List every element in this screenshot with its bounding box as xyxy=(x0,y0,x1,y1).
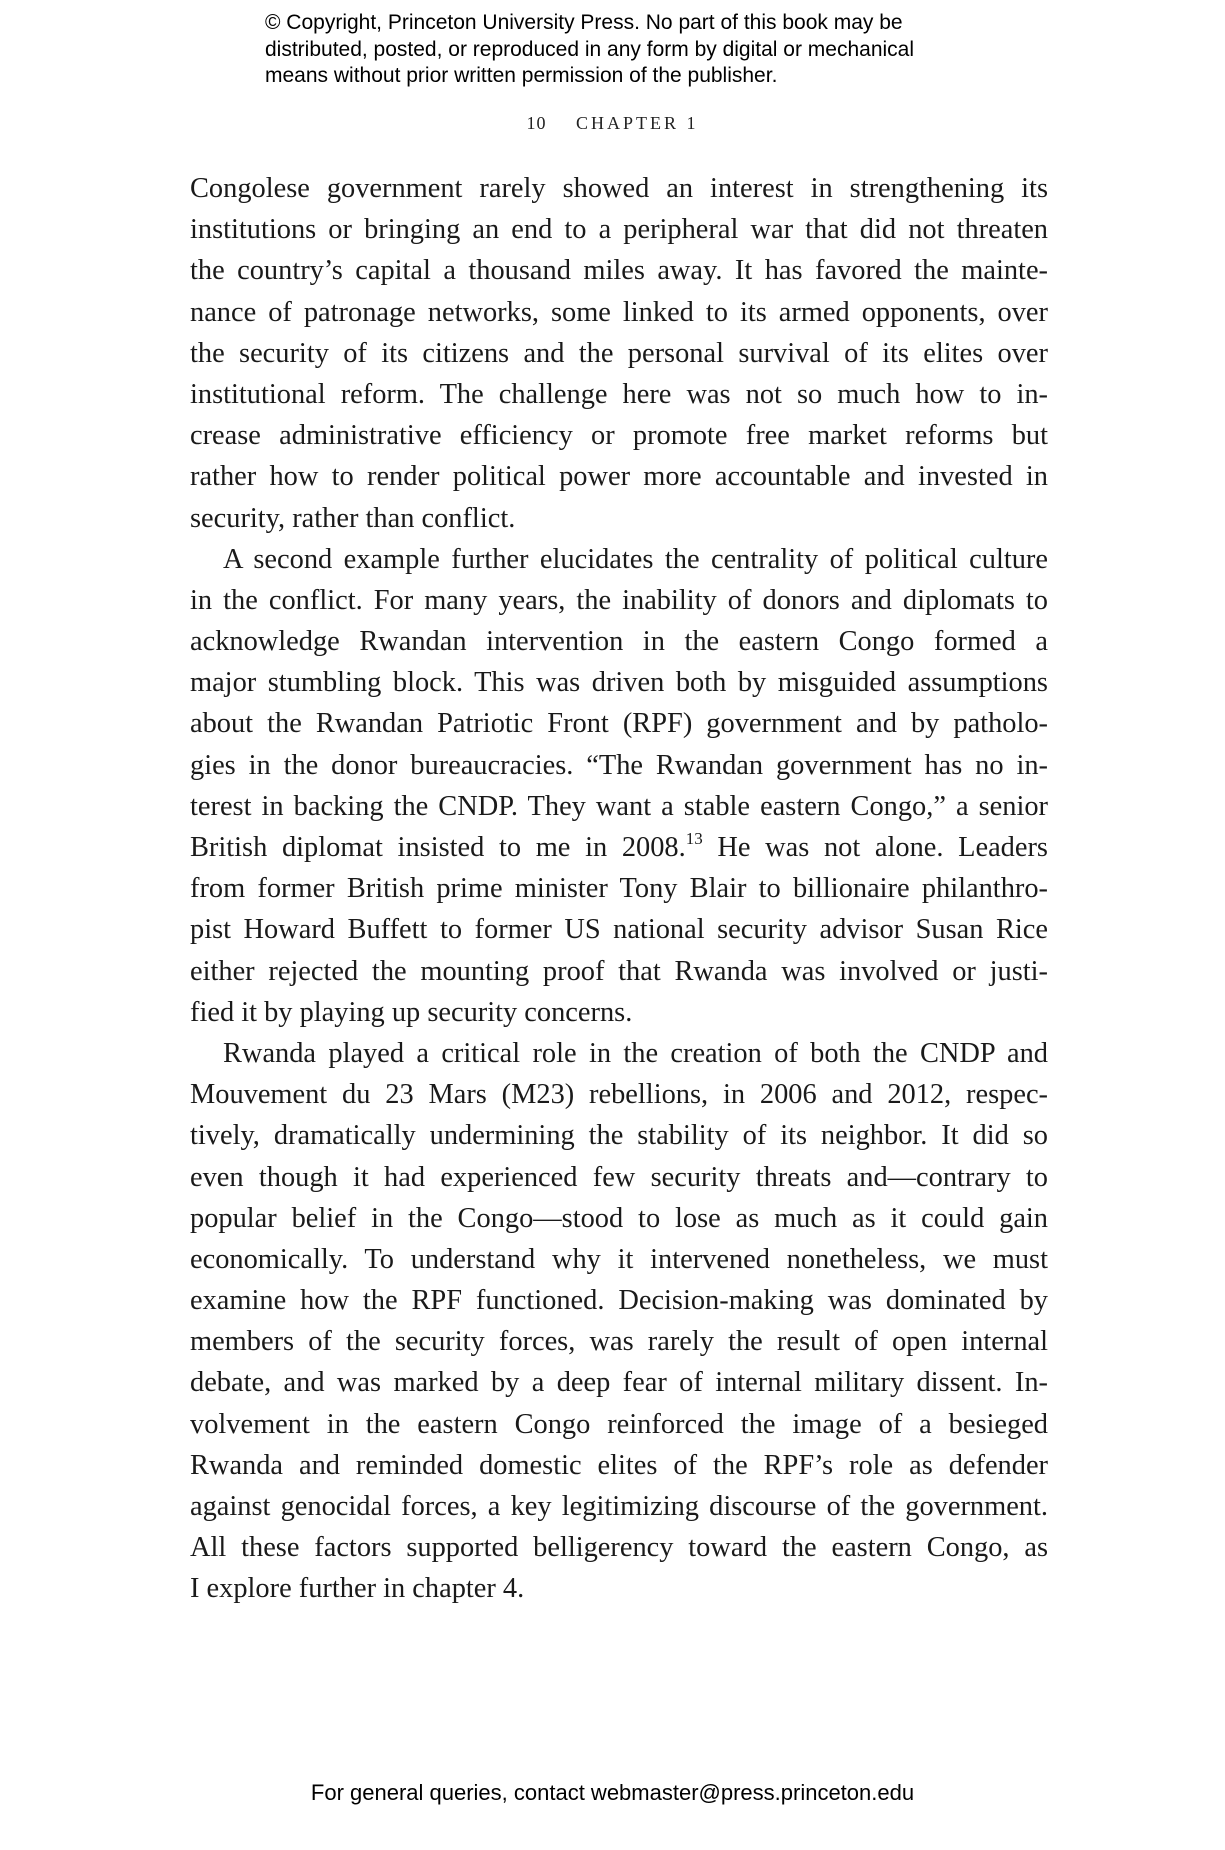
text-line: All these factors supported belligerency toward the eastern Congo, as xyxy=(190,1532,1048,1564)
text-line: nance of patronage networks, some linked to its armed opponents, over xyxy=(190,296,1048,328)
text-line: Congolese government rarely showed an interest in strengthening its xyxy=(190,173,1048,204)
text-line: A second example further elucidates the centrality of political culture xyxy=(223,543,1048,575)
text-line: institutions or bringing an end to a peripheral war that did not threaten xyxy=(190,214,1048,246)
text-line: even though it had experienced few security threats and—contrary to xyxy=(190,1161,1048,1193)
text-line: debate, and was marked by a deep fear of internal military dissent. In- xyxy=(190,1367,1048,1399)
text-line: Rwanda and reminded domestic elites of the RPF’s role as defender xyxy=(190,1449,1048,1481)
text-line: economically. To understand why it intervened nonetheless, we must xyxy=(190,1243,1048,1275)
text-line: gies in the donor bureaucracies. “The Rwandan government has no in- xyxy=(190,749,1048,781)
text-line: crease administrative efficiency or promote free market reforms but xyxy=(190,420,1048,452)
text-line: the security of its citizens and the personal survival of its elites over xyxy=(190,337,1048,369)
text-line-with-note xyxy=(190,827,1048,868)
text-line: fied it by playing up security concerns. xyxy=(190,996,633,1028)
text-line: pist Howard Buffett to former US national security advisor Susan Rice xyxy=(190,914,1048,946)
page-number: 10 xyxy=(526,113,547,133)
running-head xyxy=(0,113,1225,134)
copyright-line: distributed, posted, or reproduced in any form by digital or mechanical xyxy=(265,37,915,61)
note-line-before: British diplomat insisted to me in 2008. xyxy=(190,832,686,863)
text-line: in the conflict. For many years, the inability of donors and diplomats to xyxy=(190,584,1048,616)
text-line: rather how to render political power more accountable and invested in xyxy=(190,461,1048,493)
footnote-reference[interactable]: 13 xyxy=(685,829,703,848)
text-line: against genocidal forces, a key legitimizing discourse of the government. xyxy=(190,1491,1048,1522)
text-line: terest in backing the CNDP. They want a stable eastern Congo,” a senior xyxy=(190,790,1048,822)
text-line: security, rather than conflict. xyxy=(190,502,516,534)
text-line: either rejected the mounting proof that Rwanda was involved or justi- xyxy=(190,955,1048,987)
footer-contact: For general queries, contact webmaster@press.princeton.edu xyxy=(310,1780,915,1805)
text-line: from former British prime minister Tony Blair to billionaire philanthro- xyxy=(190,873,1048,905)
text-line: volvement in the eastern Congo reinforced the image of a besieged xyxy=(190,1408,1048,1440)
text-line: acknowledge Rwandan intervention in the eastern Congo formed a xyxy=(190,626,1048,658)
text-line: examine how the RPF functioned. Decision-making was dominated by xyxy=(190,1285,1048,1317)
text-line: tively, dramatically undermining the stability of its neighbor. It did so xyxy=(190,1120,1048,1152)
text-line: about the Rwandan Patriotic Front (RPF) government and by patholo- xyxy=(190,708,1048,740)
copyright-notice xyxy=(265,10,1025,90)
text-line: I explore further in chapter 4. xyxy=(190,1573,525,1605)
text-line: Mouvement du 23 Mars (M23) rebellions, in 2006 and 2012, respec- xyxy=(190,1079,1048,1111)
text-line: institutional reform. The challenge here was not so much how to in- xyxy=(190,378,1048,410)
chapter-label: CHAPTER 1 xyxy=(575,113,699,133)
text-line: the country’s capital a thousand miles away. It has favored the mainte- xyxy=(190,255,1048,287)
text-line: members of the security forces, was rarely the result of open internal xyxy=(190,1326,1048,1358)
copyright-line: © Copyright, Princeton University Press. No part of this book may be xyxy=(265,11,903,34)
copyright-line: means without prior written permission of the publisher. xyxy=(265,64,778,87)
text-line: Rwanda played a critical role in the creation of both the CNDP and xyxy=(223,1037,1048,1069)
note-line-after: He was not alone. Leaders xyxy=(702,832,1048,863)
text-line: popular belief in the Congo—stood to lose as much as it could gain xyxy=(190,1202,1048,1234)
text-line: major stumbling block. This was driven both by misguided assumptions xyxy=(190,667,1048,699)
body-text xyxy=(190,168,1048,1610)
